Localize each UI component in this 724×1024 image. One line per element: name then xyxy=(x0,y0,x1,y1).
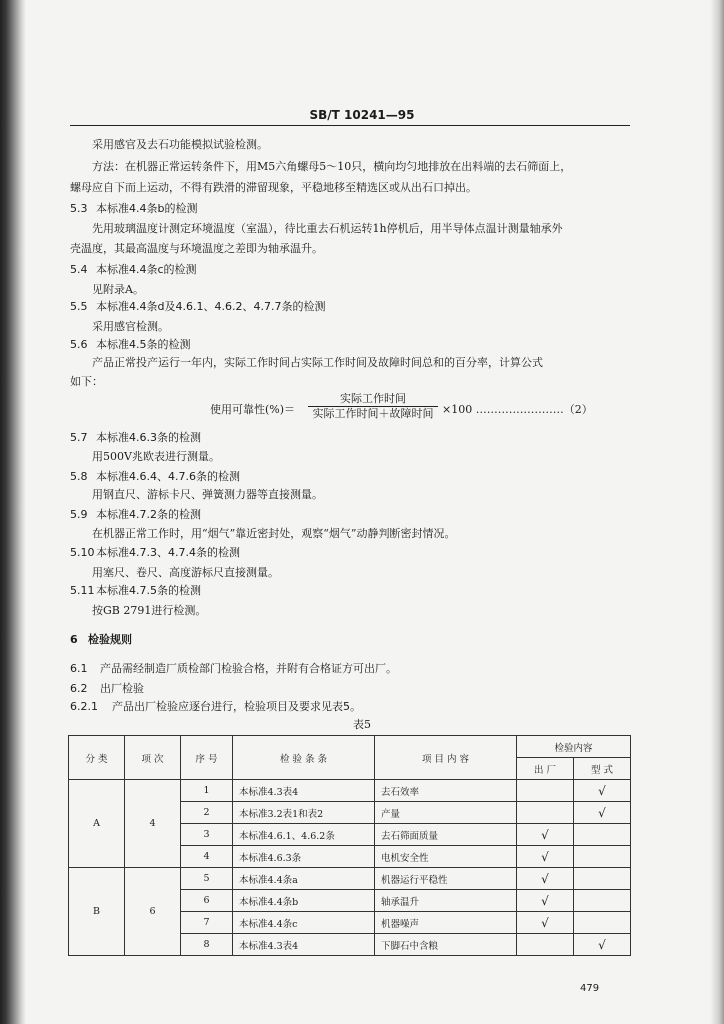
factory-check-cell: √ xyxy=(517,846,574,868)
content-cell: 电机安全性 xyxy=(375,846,517,868)
section-5-6-text-2: 如下： xyxy=(70,375,103,388)
seq-cell: 4 xyxy=(181,846,233,868)
table-row xyxy=(69,780,631,802)
section-5-3-heading: 5.3 本标准4.4条b的检测 xyxy=(70,202,198,215)
clause-cell: 本标准4.3表4 xyxy=(233,934,375,956)
header-content: 项 目 内 容 xyxy=(375,736,517,780)
section-6-2: 6.2 出厂检验 xyxy=(70,682,144,695)
section-5-9-text: 在机器正常工作时，用“烟气”靠近密封处，观察“烟气”动静判断密封情况。 xyxy=(92,527,456,540)
content-cell: 机器噪声 xyxy=(375,912,517,934)
category-cell: A xyxy=(69,780,125,868)
table-row xyxy=(69,868,631,890)
type-check-cell xyxy=(574,846,631,868)
clause-cell: 本标准4.6.3条 xyxy=(233,846,375,868)
seq-cell: 3 xyxy=(181,824,233,846)
items-cell: 4 xyxy=(125,780,181,868)
table-5-caption: 表5 xyxy=(353,718,371,731)
body-line-2: 方法：在机器正常运转条件下，用M5六角螺母5～10只，横向均匀地排放在出料端的去石筛面上， xyxy=(92,160,572,173)
formula-numerator: 实际工作时间 xyxy=(308,392,438,407)
clause-cell: 本标准3.2表1和表2 xyxy=(233,802,375,824)
seq-cell: 2 xyxy=(181,802,233,824)
seq-cell: 6 xyxy=(181,890,233,912)
content-cell: 去石筛面质量 xyxy=(375,824,517,846)
factory-check-cell: √ xyxy=(517,890,574,912)
category-cell: B xyxy=(69,868,125,956)
clause-cell: 本标准4.3表4 xyxy=(233,780,375,802)
factory-check-cell: √ xyxy=(517,912,574,934)
header-seq: 序 号 xyxy=(181,736,233,780)
type-check-cell xyxy=(574,912,631,934)
header-clause: 检 验 条 条 xyxy=(233,736,375,780)
header-inspection-group: 检验内容 xyxy=(517,736,631,758)
section-5-11-heading: 5.11 本标准4.7.5条的检测 xyxy=(70,584,201,597)
section-5-8-text: 用钢直尺、游标卡尺、弹簧测力器等直接测量。 xyxy=(92,488,323,501)
content-cell: 产量 xyxy=(375,802,517,824)
seq-cell: 7 xyxy=(181,912,233,934)
section-5-8-heading: 5.8 本标准4.6.4、4.7.6条的检测 xyxy=(70,470,240,483)
factory-check-cell xyxy=(517,780,574,802)
formula-fraction xyxy=(308,392,438,421)
section-5-6-text-1: 产品正常投产运行一年内，实际工作时间占实际工作时间及故障时间总和的百分率，计算公式 xyxy=(92,356,543,369)
section-5-11-text: 按GB 2791进行检测。 xyxy=(92,604,207,617)
header-category: 分 类 xyxy=(69,736,125,780)
section-5-7-text: 用500V兆欧表进行测量。 xyxy=(92,450,220,463)
content-cell: 去石效率 xyxy=(375,780,517,802)
clause-cell: 本标准4.4条b xyxy=(233,890,375,912)
section-5-3-text-1: 先用玻璃温度计测定环境温度（室温），待比重去石机运转1h停机后，用半导体点温计测量轴承外 xyxy=(92,222,563,235)
section-5-5-heading: 5.5 本标准4.4条d及4.6.1、4.6.2、4.7.7条的检测 xyxy=(70,300,326,313)
section-6-heading: 6 检验规则 xyxy=(70,633,132,646)
content-cell: 轴承温升 xyxy=(375,890,517,912)
section-6-1: 6.1 产品需经制造厂质检部门检验合格，并附有合格证方可出厂。 xyxy=(70,662,397,675)
type-check-cell xyxy=(574,890,631,912)
factory-check-cell xyxy=(517,802,574,824)
type-check-cell xyxy=(574,824,631,846)
section-5-9-heading: 5.9 本标准4.7.2条的检测 xyxy=(70,508,201,521)
clause-cell: 本标准4.6.1、4.6.2条 xyxy=(233,824,375,846)
type-check-cell xyxy=(574,868,631,890)
header-rule xyxy=(70,125,630,126)
section-5-10-text: 用塞尺、卷尺、高度游标尺直接测量。 xyxy=(92,566,279,579)
items-cell: 6 xyxy=(125,868,181,956)
section-5-4-heading: 5.4 本标准4.4条c的检测 xyxy=(70,263,197,276)
formula-rhs: ×100 ……………………（2） xyxy=(442,403,593,416)
factory-check-cell: √ xyxy=(517,868,574,890)
section-5-4-text: 见附录A。 xyxy=(92,283,144,296)
section-6-2-1: 6.2.1 产品出厂检验应逐台进行，检验项目及要求见表5。 xyxy=(70,700,361,713)
content-cell: 机器运行平稳性 xyxy=(375,868,517,890)
seq-cell: 5 xyxy=(181,868,233,890)
seq-cell: 1 xyxy=(181,780,233,802)
type-check-cell: √ xyxy=(574,934,631,956)
section-5-6-heading: 5.6 本标准4.5条的检测 xyxy=(70,338,191,351)
section-5-10-heading: 5.10 本标准4.7.3、4.7.4条的检测 xyxy=(70,546,240,559)
factory-check-cell xyxy=(517,934,574,956)
inspection-table xyxy=(68,735,631,956)
body-line-3: 螺母应自下而上运动，不得有跌滑的滞留现象，平稳地移至精选区或从出石口掉出。 xyxy=(70,181,477,194)
formula-lhs: 使用可靠性(%)＝ xyxy=(210,403,296,416)
standard-number-header: SB/T 10241—95 xyxy=(309,108,415,122)
header-factory: 出 厂 xyxy=(517,758,574,780)
content-cell: 下脚石中含粮 xyxy=(375,934,517,956)
factory-check-cell: √ xyxy=(517,824,574,846)
header-type: 型 式 xyxy=(574,758,631,780)
type-check-cell: √ xyxy=(574,780,631,802)
section-5-5-text: 采用感官检测。 xyxy=(92,320,169,333)
section-5-7-heading: 5.7 本标准4.6.3条的检测 xyxy=(70,431,201,444)
clause-cell: 本标准4.4条c xyxy=(233,912,375,934)
clause-cell: 本标准4.4条a xyxy=(233,868,375,890)
formula-denominator: 实际工作时间＋故障时间 xyxy=(312,407,434,420)
page-number: 479 xyxy=(580,983,600,994)
type-check-cell: √ xyxy=(574,802,631,824)
body-line-1: 采用感官及去石功能模拟试验检测。 xyxy=(92,138,268,151)
section-5-3-text-2: 壳温度，其最高温度与环境温度之差即为轴承温升。 xyxy=(70,242,323,255)
seq-cell: 8 xyxy=(181,934,233,956)
header-items: 项 次 xyxy=(125,736,181,780)
